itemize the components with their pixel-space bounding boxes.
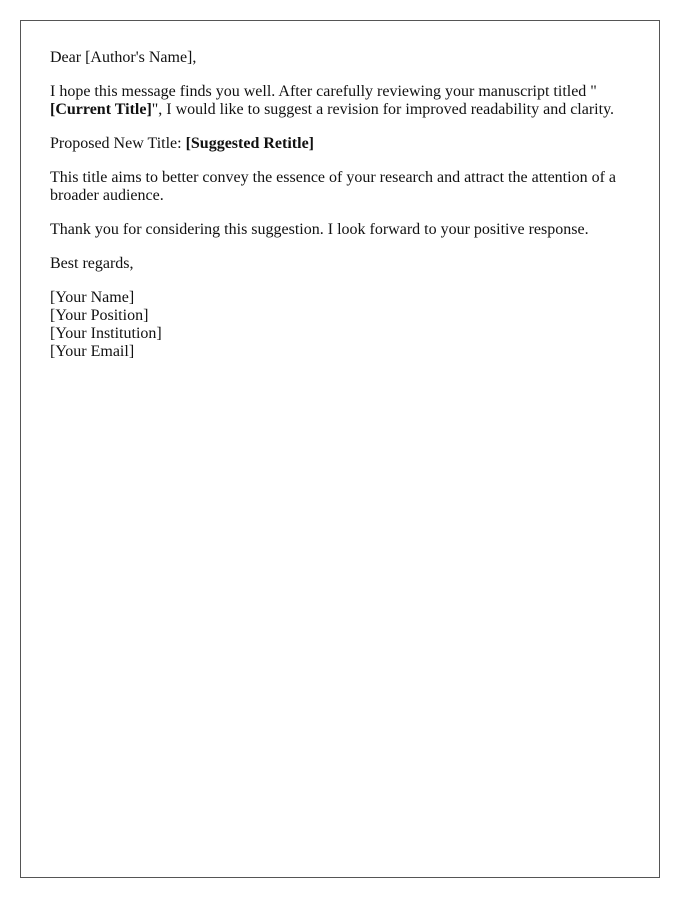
signature-position: [Your Position] bbox=[50, 307, 149, 324]
signature-institution: [Your Institution] bbox=[50, 325, 162, 342]
letter-body bbox=[50, 49, 640, 361]
proposal-paragraph bbox=[50, 135, 640, 153]
signature-block bbox=[50, 289, 640, 361]
salutation: Dear [Author's Name], bbox=[50, 49, 197, 66]
rationale-paragraph: This title aims to better convey the essence of your research and attract the attention of a broader audience. bbox=[50, 169, 616, 204]
signature-name: [Your Name] bbox=[50, 289, 135, 306]
intro-text-after: ", I would like to suggest a revision for improved readability and clarity. bbox=[151, 101, 615, 118]
proposal-label: Proposed New Title: bbox=[50, 135, 186, 152]
thanks-paragraph: Thank you for considering this suggestion. I look forward to your positive response. bbox=[50, 221, 589, 238]
intro-text-before: I hope this message finds you well. After carefully reviewing your manuscript titled " bbox=[50, 83, 597, 100]
intro-paragraph bbox=[50, 83, 640, 119]
suggested-title: [Suggested Retitle] bbox=[185, 135, 314, 152]
current-title: [Current Title] bbox=[50, 101, 152, 118]
signature-email: [Your Email] bbox=[50, 343, 135, 360]
closing: Best regards, bbox=[50, 255, 134, 272]
letter-page bbox=[20, 20, 660, 878]
